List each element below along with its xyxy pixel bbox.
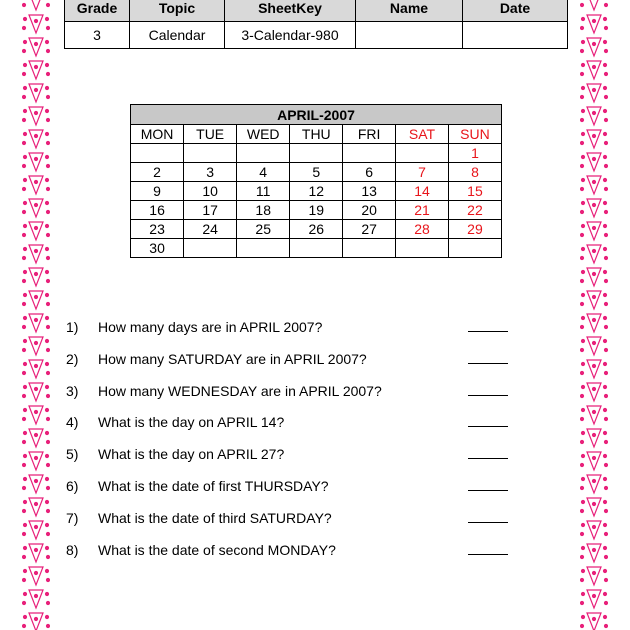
pink-triangle-dots-icon	[22, 291, 50, 309]
calendar-date-cell	[290, 239, 343, 258]
pink-triangle-dots-icon	[22, 337, 50, 355]
pink-triangle-dots-icon	[580, 38, 608, 56]
sheetkey-label: SheetKey	[225, 0, 356, 22]
header-labels-row	[65, 0, 568, 22]
topic-value: Calendar	[130, 22, 225, 49]
question-text: What is the date of first THURSDAY?	[98, 478, 329, 494]
calendar-date-cell: 26	[290, 220, 343, 239]
question-number: 8)	[66, 541, 79, 558]
name-field[interactable]	[356, 22, 463, 49]
calendar-date-cell	[184, 144, 237, 163]
pink-triangle-dots-icon	[580, 130, 608, 148]
calendar-date-cell	[343, 239, 396, 258]
pink-triangle-dots-icon	[22, 61, 50, 79]
pink-triangle-dots-icon	[580, 590, 608, 608]
pink-triangle-dots-icon	[22, 567, 50, 585]
calendar-date-cell: 23	[131, 220, 184, 239]
answer-blank[interactable]	[468, 554, 508, 555]
pink-triangle-dots-icon	[22, 0, 50, 10]
pink-triangle-dots-icon	[580, 475, 608, 493]
pink-triangle-dots-icon	[22, 107, 50, 125]
pink-triangle-dots-icon	[22, 429, 50, 447]
question-number: 7)	[66, 509, 79, 526]
pink-triangle-dots-icon	[22, 130, 50, 148]
question-number: 1)	[66, 319, 79, 335]
pink-triangle-dots-icon	[580, 222, 608, 240]
pink-triangle-dots-icon	[580, 567, 608, 585]
calendar-date-cell: 11	[237, 182, 290, 201]
question-text: What is the day on APRIL 14?	[98, 414, 285, 431]
question-number: 4)	[66, 414, 79, 431]
calendar-day-header-row	[131, 125, 502, 144]
question-number: 3)	[66, 382, 79, 399]
pink-triangle-dots-icon	[22, 38, 50, 56]
question-item	[66, 476, 516, 496]
pink-triangle-dots-icon	[580, 521, 608, 539]
day-header-fri: FRI	[343, 125, 396, 144]
answer-blank[interactable]	[468, 395, 508, 396]
answer-blank[interactable]	[468, 363, 508, 364]
calendar-date-cell: 4	[237, 163, 290, 182]
pink-triangle-dots-icon	[580, 314, 608, 332]
calendar-date-cell: 3	[184, 163, 237, 182]
pink-triangle-dots-icon	[22, 475, 50, 493]
answer-blank[interactable]	[468, 458, 508, 459]
question-number: 5)	[66, 446, 79, 463]
calendar-date-cell: 19	[290, 201, 343, 220]
pink-triangle-dots-icon	[22, 199, 50, 217]
sheetkey-value: 3-Calendar-980	[225, 22, 356, 49]
question-item	[66, 508, 516, 528]
calendar-date-cell	[448, 239, 501, 258]
calendar-date-cell: 8	[448, 163, 501, 182]
calendar-date-cell: 29	[448, 220, 501, 239]
pink-triangle-dots-icon	[22, 360, 50, 378]
pink-triangle-dots-icon	[22, 314, 50, 332]
calendar-date-cell	[237, 144, 290, 163]
pink-triangle-dots-icon	[580, 153, 608, 171]
pink-triangle-dots-icon	[580, 107, 608, 125]
calendar-date-cell: 22	[448, 201, 501, 220]
calendar-date-cell: 6	[343, 163, 396, 182]
pink-triangle-dots-icon	[580, 406, 608, 424]
pink-triangle-dots-icon	[580, 452, 608, 470]
pink-triangle-dots-icon	[580, 61, 608, 79]
question-number: 6)	[66, 478, 79, 494]
question-text: How many days are in APRIL 2007?	[98, 319, 323, 335]
day-header-thu: THU	[290, 125, 343, 144]
calendar-date-cell: 5	[290, 163, 343, 182]
answer-blank[interactable]	[468, 331, 508, 332]
pink-triangle-dots-icon	[22, 222, 50, 240]
question-item	[66, 540, 516, 560]
pink-triangle-dots-icon	[580, 337, 608, 355]
calendar-date-cell	[237, 239, 290, 258]
calendar-date-cell: 24	[184, 220, 237, 239]
calendar-date-cell: 27	[343, 220, 396, 239]
calendar-date-cell: 15	[448, 182, 501, 201]
question-text: What is the date of third SATURDAY?	[98, 509, 332, 526]
decorative-border-right	[580, 0, 608, 630]
calendar-date-cell: 25	[237, 220, 290, 239]
pink-triangle-dots-icon	[22, 590, 50, 608]
calendar-week-row	[131, 163, 502, 182]
pink-triangle-dots-icon	[580, 613, 608, 630]
calendar-week-row	[131, 144, 502, 163]
pink-triangle-dots-icon	[22, 268, 50, 286]
calendar-date-cell: 1	[448, 144, 501, 163]
pink-triangle-dots-icon	[580, 245, 608, 263]
calendar-date-cell	[396, 144, 449, 163]
calendar-date-cell: 18	[237, 201, 290, 220]
calendar-week-row	[131, 201, 502, 220]
calendar-week-row	[131, 220, 502, 239]
pink-triangle-dots-icon	[580, 0, 608, 10]
calendar-date-cell: 20	[343, 201, 396, 220]
calendar-date-cell: 12	[290, 182, 343, 201]
calendar-date-cell: 17	[184, 201, 237, 220]
pink-triangle-dots-icon	[580, 544, 608, 562]
pink-triangle-dots-icon	[580, 360, 608, 378]
calendar-date-cell: 21	[396, 201, 449, 220]
calendar-date-cell: 10	[184, 182, 237, 201]
pink-triangle-dots-icon	[580, 15, 608, 33]
calendar-date-cell	[343, 144, 396, 163]
calendar-week-row	[131, 239, 502, 258]
calendar-date-cell: 2	[131, 163, 184, 182]
grade-value: 3	[65, 22, 130, 49]
calendar-date-cell	[290, 144, 343, 163]
pink-triangle-dots-icon	[580, 268, 608, 286]
topic-label: Topic	[130, 0, 225, 22]
calendar-date-cell: 16	[131, 201, 184, 220]
name-label: Name	[356, 0, 463, 22]
day-header-mon: MON	[131, 125, 184, 144]
question-item	[66, 381, 516, 401]
grade-label: Grade	[65, 0, 130, 22]
calendar-week-row	[131, 182, 502, 201]
question-item	[66, 317, 516, 337]
pink-triangle-dots-icon	[580, 498, 608, 516]
pink-triangle-dots-icon	[22, 383, 50, 401]
pink-triangle-dots-icon	[580, 176, 608, 194]
pink-triangle-dots-icon	[22, 498, 50, 516]
pink-triangle-dots-icon	[22, 406, 50, 424]
pink-triangle-dots-icon	[22, 84, 50, 102]
answer-blank[interactable]	[468, 490, 508, 491]
question-text: How many SATURDAY are in APRIL 2007?	[98, 350, 367, 367]
answer-blank[interactable]	[468, 426, 508, 427]
question-text: What is the day on APRIL 27?	[98, 446, 285, 463]
pink-triangle-dots-icon	[580, 383, 608, 401]
question-number: 2)	[66, 350, 79, 367]
calendar-date-cell	[396, 239, 449, 258]
decorative-border-left	[22, 0, 50, 630]
pink-triangle-dots-icon	[22, 245, 50, 263]
pink-triangle-dots-icon	[580, 84, 608, 102]
question-item	[66, 349, 516, 369]
pink-triangle-dots-icon	[22, 613, 50, 630]
calendar-title: APRIL-2007	[131, 105, 502, 125]
calendar-date-cell	[184, 239, 237, 258]
question-item	[66, 444, 516, 464]
header-values-row	[65, 22, 568, 49]
pink-triangle-dots-icon	[22, 452, 50, 470]
date-field[interactable]	[463, 22, 568, 49]
pink-triangle-dots-icon	[22, 521, 50, 539]
calendar-date-cell: 9	[131, 182, 184, 201]
calendar-date-cell	[131, 144, 184, 163]
pink-triangle-dots-icon	[22, 544, 50, 562]
pink-triangle-dots-icon	[22, 176, 50, 194]
date-label: Date	[463, 0, 568, 22]
day-header-sun: SUN	[448, 125, 501, 144]
pink-triangle-dots-icon	[580, 291, 608, 309]
calendar-date-cell: 13	[343, 182, 396, 201]
calendar-date-cell: 7	[396, 163, 449, 182]
worksheet-header-table	[64, 0, 568, 49]
calendar-date-cell: 30	[131, 239, 184, 258]
pink-triangle-dots-icon	[580, 429, 608, 447]
calendar-table	[130, 104, 502, 258]
answer-blank[interactable]	[468, 522, 508, 523]
calendar-date-cell: 14	[396, 182, 449, 201]
day-header-tue: TUE	[184, 125, 237, 144]
calendar-date-cell: 28	[396, 220, 449, 239]
question-text: What is the date of second MONDAY?	[98, 541, 336, 558]
day-header-wed: WED	[237, 125, 290, 144]
question-item	[66, 412, 516, 432]
question-text: How many WEDNESDAY are in APRIL 2007?	[98, 382, 382, 399]
pink-triangle-dots-icon	[580, 199, 608, 217]
pink-triangle-dots-icon	[22, 15, 50, 33]
day-header-sat: SAT	[396, 125, 449, 144]
pink-triangle-dots-icon	[22, 153, 50, 171]
